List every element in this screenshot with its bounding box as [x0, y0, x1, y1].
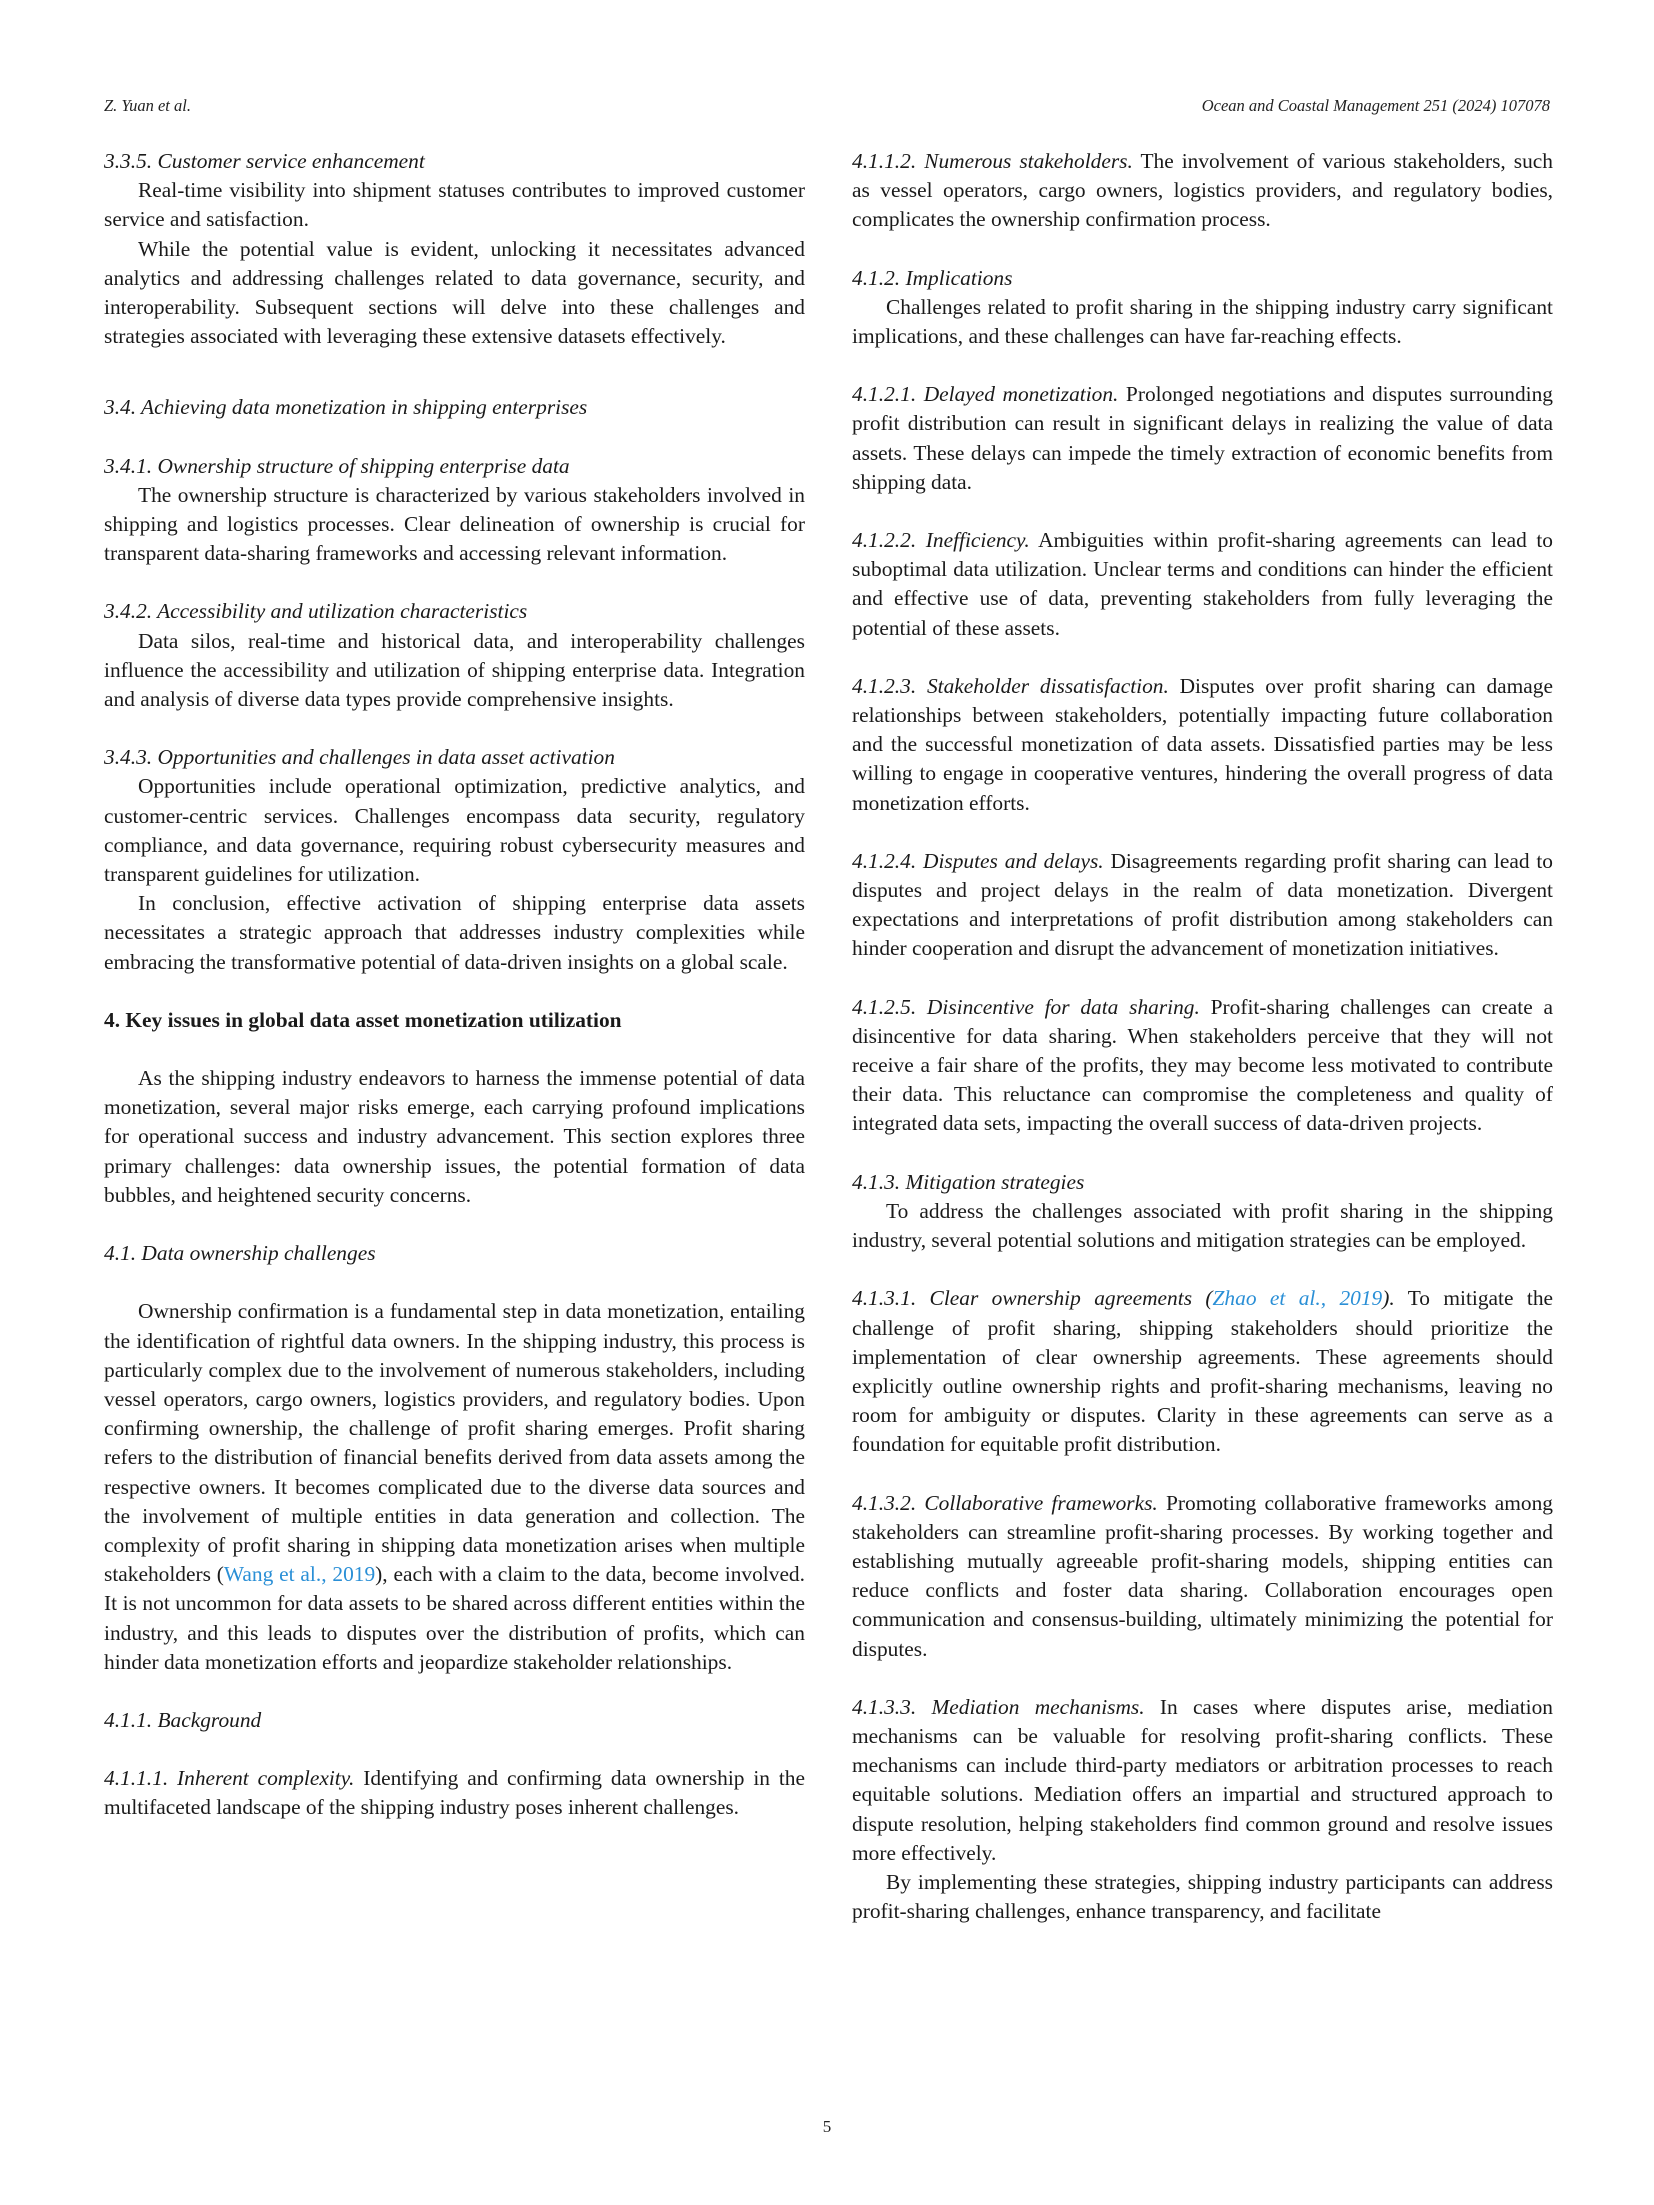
run-in-heading: 4.1.3.1. Clear ownership agreements (	[852, 1286, 1213, 1311]
paragraph: In conclusion, effective activation of shipping enterprise data assets necessitates a strategic approach that addresses industry complexities while embracing the transformative potential of data-driven insights on a global scale.	[104, 891, 805, 974]
text-run: Promoting collaborative frameworks among stakeholders can streamline profit-sharing processes. By working together and establishing mutually agreeable profit-sharing models, shipping entities can reduce conflicts and foster data sharing. Collaboration encourages open communication and consensus-building, ultimately minimizing the potential for disputes.	[852, 1490, 1554, 1661]
run-in-heading: 4.1.2.2. Inefficiency.	[852, 528, 1030, 553]
section-heading-3-4-1: 3.4.1. Ownership structure of shipping enterprise data	[104, 453, 570, 478]
run-in-heading: 4.1.2.1. Delayed monetization.	[852, 382, 1119, 407]
text-run: Ambiguities within profit-sharing agreements can lead to suboptimal data utilization. Unclear terms and conditions can hinder the efficient and effective use of data, preventing stakeholders from fully leveraging the potential of these assets.	[852, 528, 1553, 640]
citation-link[interactable]: Zhao et al., 2019	[1212, 1286, 1383, 1311]
run-in-heading: 4.1.2.4. Disputes and delays.	[852, 848, 1104, 873]
paragraph	[852, 380, 1553, 497]
paragraph	[852, 672, 1553, 818]
run-in-heading: 4.1.3.3. Mediation mechanisms.	[852, 1694, 1145, 1719]
section-heading-3-4-3: 3.4.3. Opportunities and challenges in data asset activation	[104, 745, 615, 770]
run-in-heading: 4.1.2.5. Disincentive for data sharing.	[852, 994, 1200, 1019]
paragraph	[852, 147, 1553, 235]
section-heading-4-1-3: 4.1.3. Mitigation strategies	[852, 1169, 1085, 1194]
run-in-heading: 4.1.1.1. Inherent complexity.	[104, 1766, 355, 1791]
run-in-heading: 4.1.2.3. Stakeholder dissatisfaction.	[852, 673, 1169, 698]
run-in-heading: 4.1.1.2. Numerous stakeholders.	[852, 149, 1133, 173]
text-run: Prolonged negotiations and disputes surrounding profit distribution can result in significant delays in realizing the value of data assets. These delays can impede the timely extraction of economic benefits from shipping data.	[852, 382, 1553, 494]
paragraph: While the potential value is evident, unlocking it necessitates advanced analytics and addressing challenges related to data governance, security, and interoperability. Subsequent sections will delve into these challenges and strategies associated with leveraging these extensive datasets effectively.	[104, 236, 805, 349]
paragraph	[852, 526, 1553, 643]
paragraph: To address the challenges associated with profit sharing in the shipping industry, several potential solutions and mitigation strategies can be employed.	[852, 1198, 1553, 1253]
left-column	[104, 147, 805, 1823]
text-run: The involvement of various stakeholders, such as vessel operators, cargo owners, logistics providers, and regulatory bodies, complicates the ownership confirmation process.	[852, 149, 1553, 232]
right-column	[852, 147, 1553, 1926]
paragraph: The ownership structure is characterized by various stakeholders involved in shipping and logistics processes. Clear delineation of ownership is crucial for transparent data-sharing frameworks and accessing relevant information.	[104, 482, 805, 566]
run-in-heading: ).	[1382, 1286, 1395, 1311]
paragraph: Opportunities include operational optimization, predictive analytics, and customer-centric services. Challenges encompass data security, regulatory compliance, and data governance, requiring robust cybersecurity measures and transparent guidelines for utilization.	[104, 774, 805, 887]
section-heading-4-1-2: 4.1.2. Implications	[852, 265, 1013, 290]
text-run: Ownership confirmation is a fundamental step in data monetization, entailing the identification of rightful data owners. In the shipping industry, this process is particularly complex due to the involvement of numerous stakeholders, including vessel operators, cargo owners, logistics providers, and regulatory bodies. Upon confirming ownership, the challenge of profit sharing emerges. Profit sharing refers to the distribution of financial benefits derived from data assets among the respective owners. It becomes complicated due to the diverse data sources and the involvement of multiple entities in data generation and collection. The complexity of profit sharing in shipping data monetization arises when multiple stakeholders (	[104, 1299, 805, 1587]
paragraph	[852, 1284, 1553, 1459]
paragraph: As the shipping industry endeavors to harness the immense potential of data monetization, several major risks emerge, each carrying profound implications for operational success and industry advancement. This section explores three primary challenges: data ownership issues, the potential formation of data bubbles, and heightened security concerns.	[104, 1066, 805, 1207]
paragraph	[852, 1489, 1553, 1664]
text-run: Identifying and confirming data ownership in the multifaceted landscape of the shipping industry poses inherent challenges.	[104, 1766, 805, 1820]
paragraph	[852, 993, 1553, 1139]
text-run: ), each with a claim to the data, become involved. It is not uncommon for data assets to be shared across different entities within the industry, and this leads to disputes over the distribution of profits, which can hinder data monetization efforts and jeopardize stakeholder relationships.	[104, 1562, 805, 1674]
text-run: In cases where disputes arise, mediation mechanisms can be valuable for resolving profit-sharing conflicts. These mechanisms can include third-party mediators or arbitration processes to reach equitable solutions. Mediation offers an impartial and structured approach to dispute resolution, helping stakeholders find common ground and resolve issues more effectively.	[852, 1694, 1553, 1865]
text-run: To mitigate the challenge of profit sharing, shipping stakeholders should prioritize the implementation of clear ownership agreements. These agreements should explicitly outline ownership rights and profit-sharing mechanisms, leaving no room for ambiguity or disputes. Clarity in these agreements can serve as a foundation for equitable profit distribution.	[852, 1286, 1554, 1457]
paragraph	[852, 1693, 1553, 1868]
running-header-author: Z. Yuan et al.	[104, 96, 191, 115]
text-run: Profit-sharing challenges can create a disincentive for data sharing. When stakeholders perceive that they will not receive a fair share of the profits, they may become less motivated to contribute their data. This reluctance can compromise the completeness and quality of integrated data sets, impacting the overall success of data-driven projects.	[852, 994, 1553, 1136]
text-run: Disagreements regarding profit sharing can lead to disputes and project delays in the realm of data monetization. Divergent expectations and interpretations of profit distribution among stakeholders can hinder cooperation and disrupt the advancement of monetization initiatives.	[852, 848, 1553, 961]
page-number: 5	[822, 2117, 832, 2136]
section-heading-4-1: 4.1. Data ownership challenges	[104, 1241, 376, 1266]
paragraph	[104, 1297, 805, 1677]
paragraph	[104, 1764, 805, 1822]
paragraph: By implementing these strategies, shipping industry participants can address profit-sharing challenges, enhance transparency, and facilitate	[852, 1869, 1553, 1924]
section-heading-3-4: 3.4. Achieving data monetization in shipping enterprises	[104, 395, 588, 420]
paragraph: Data silos, real-time and historical data, and interoperability challenges influence the accessibility and utilization of shipping enterprise data. Integration and analysis of diverse data types provide comprehensive insights.	[104, 628, 805, 712]
section-heading-4: 4. Key issues in global data asset monetization utilization	[104, 1007, 622, 1032]
citation-link[interactable]: Wang et al., 2019	[223, 1562, 376, 1587]
text-run: Disputes over profit sharing can damage relationships between stakeholders, potentially impacting future collaboration and the successful monetization of data assets. Dissatisfied parties may be less willing to engage in cooperative ventures, hindering the overall progress of data monetization efforts.	[852, 673, 1553, 815]
running-header-journal: Ocean and Coastal Management 251 (2024) 107078	[1201, 96, 1550, 115]
run-in-heading: 4.1.3.2. Collaborative frameworks.	[852, 1490, 1158, 1515]
section-heading-3-4-2: 3.4.2. Accessibility and utilization characteristics	[104, 599, 528, 624]
paragraph	[852, 847, 1553, 964]
section-heading-3-3-5: 3.3.5. Customer service enhancement	[104, 149, 425, 173]
paragraph: Challenges related to profit sharing in the shipping industry carry significant implications, and these challenges can have far-reaching effects.	[852, 294, 1553, 349]
section-heading-4-1-1: 4.1.1. Background	[104, 1707, 262, 1732]
paragraph: Real-time visibility into shipment statuses contributes to improved customer service and satisfaction.	[104, 178, 805, 232]
